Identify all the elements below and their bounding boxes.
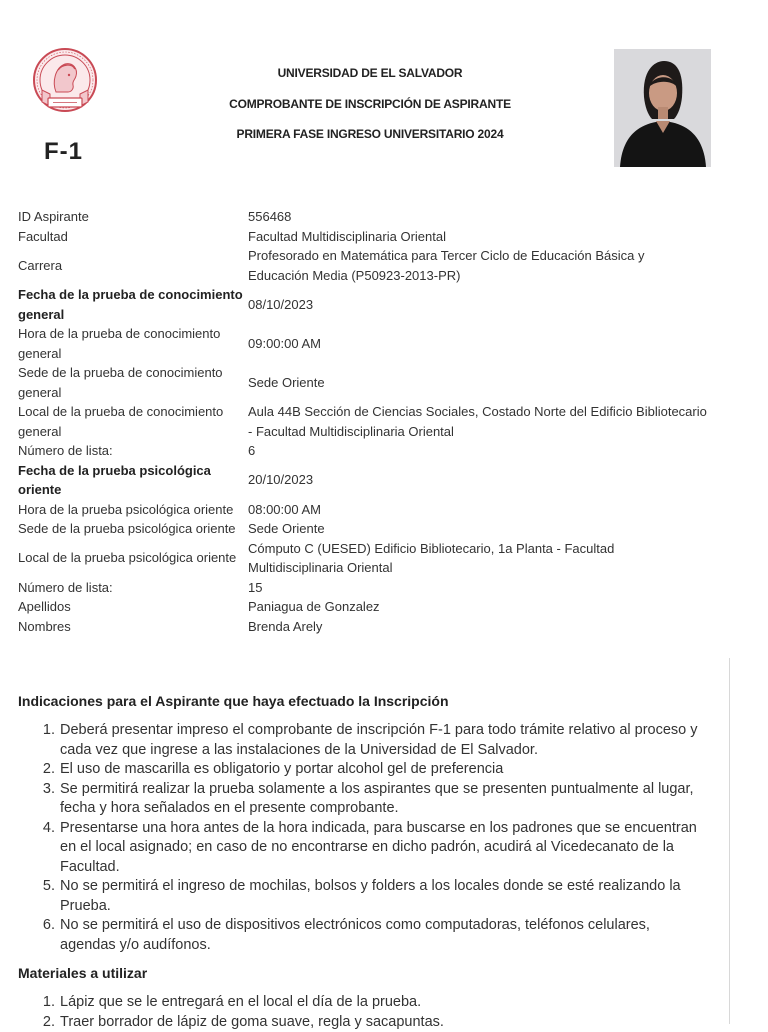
info-row xyxy=(18,461,718,500)
form-code: F-1 xyxy=(44,138,83,166)
info-value: Aula 44B Sección de Ciencias Sociales, Costado Norte del Edificio Bibliotecario - Facultad Multidisciplinaria Oriental xyxy=(248,402,708,441)
info-value: Cómputo C (UESED) Edificio Bibliotecario, 1a Planta - Facultad Multidisciplinaria Oriental xyxy=(248,539,708,578)
info-row xyxy=(18,402,718,441)
document-header xyxy=(150,66,590,141)
info-value: 6 xyxy=(248,441,708,461)
info-label: Sede de la prueba psicológica oriente xyxy=(18,519,248,539)
list-item: 3. Se permitirá realizar la prueba solamente a los aspirantes que se presenten puntualmente al lugar, fecha y hora señalados en el presente comprobante. xyxy=(59,780,709,819)
list-item: 2. Traer borrador de lápiz de goma suave, regla y sacapuntas. xyxy=(59,1013,709,1032)
info-label: Apellidos xyxy=(18,597,248,617)
info-value: Paniagua de Gonzalez xyxy=(248,597,708,617)
indications-title: Indicaciones para el Aspirante que haya efectuado la Inscripción xyxy=(18,693,449,709)
applicant-photo xyxy=(614,49,711,167)
list-item: 6. No se permitirá el uso de dispositivos electrónicos como computadoras, teléfonos celulares, agendas y/o audífonos. xyxy=(59,916,709,955)
list-item: 4. Presentarse una hora antes de la hora indicada, para buscarse en los padrones que se encuentran en el local asignado; en caso de no encontrarse en dicho padrón, acudirá al Vicedecanato de la Facultad. xyxy=(59,819,709,878)
document-subtitle: PRIMERA FASE INGRESO UNIVERSITARIO 2024 xyxy=(150,127,590,141)
info-row xyxy=(18,285,718,324)
list-item: 1. Deberá presentar impreso el comprobante de inscripción F-1 para todo trámite relativo al proceso y cada vez que ingrese a las instalaciones de la Universidad de El Salvador. xyxy=(59,721,709,760)
university-seal-logo xyxy=(28,42,102,132)
info-value: Profesorado en Matemática para Tercer Ciclo de Educación Básica y Educación Media (P50923-2013-PR) xyxy=(248,246,708,285)
info-label: Número de lista: xyxy=(18,441,248,461)
indications-list xyxy=(18,721,709,955)
info-label: Facultad xyxy=(18,227,248,247)
info-row xyxy=(18,539,718,578)
info-row xyxy=(18,597,718,617)
info-label: Local de la prueba psicológica oriente xyxy=(18,548,248,568)
info-value: Facultad Multidisciplinaria Oriental xyxy=(248,227,708,247)
info-value: 09:00:00 AM xyxy=(248,334,708,354)
info-row xyxy=(18,500,718,520)
info-row xyxy=(18,246,718,285)
info-label: Local de la prueba de conocimiento general xyxy=(18,402,248,441)
info-value: 20/10/2023 xyxy=(248,470,708,490)
info-label: Fecha de la prueba de conocimiento general xyxy=(18,285,248,324)
info-row xyxy=(18,578,718,598)
info-label: ID Aspirante xyxy=(18,207,248,227)
info-label: Número de lista: xyxy=(18,578,248,598)
info-label: Fecha de la prueba psicológica oriente xyxy=(18,461,248,500)
info-label: Sede de la prueba de conocimiento general xyxy=(18,363,248,402)
info-value: 556468 xyxy=(248,207,708,227)
info-row xyxy=(18,207,718,227)
info-row xyxy=(18,519,718,539)
info-label: Hora de la prueba de conocimiento general xyxy=(18,324,248,363)
info-value: Brenda Arely xyxy=(248,617,708,637)
info-row xyxy=(18,227,718,247)
info-row xyxy=(18,363,718,402)
vertical-divider xyxy=(729,658,730,1024)
info-value: Sede Oriente xyxy=(248,519,708,539)
info-value: 15 xyxy=(248,578,708,598)
info-row xyxy=(18,324,718,363)
info-value: 08/10/2023 xyxy=(248,295,708,315)
materials-list xyxy=(18,993,709,1032)
info-label: Hora de la prueba psicológica oriente xyxy=(18,500,248,520)
info-value: 08:00:00 AM xyxy=(248,500,708,520)
info-value: Sede Oriente xyxy=(248,373,708,393)
document-title: COMPROBANTE DE INSCRIPCIÓN DE ASPIRANTE xyxy=(150,97,590,111)
info-row xyxy=(18,617,718,637)
list-item: 5. No se permitirá el ingreso de mochilas, bolsos y folders a los locales donde se esté realizando la Prueba. xyxy=(59,877,709,916)
list-item: 2. El uso de mascarilla es obligatorio y portar alcohol gel de preferencia xyxy=(59,760,709,780)
info-label: Carrera xyxy=(18,256,248,276)
info-row xyxy=(18,441,718,461)
info-label: Nombres xyxy=(18,617,248,637)
materials-title: Materiales a utilizar xyxy=(18,965,147,981)
applicant-info-table xyxy=(18,207,718,636)
list-item: 1. Lápiz que se le entregará en el local el día de la prueba. xyxy=(59,993,709,1013)
university-name: UNIVERSIDAD DE EL SALVADOR xyxy=(150,66,590,80)
